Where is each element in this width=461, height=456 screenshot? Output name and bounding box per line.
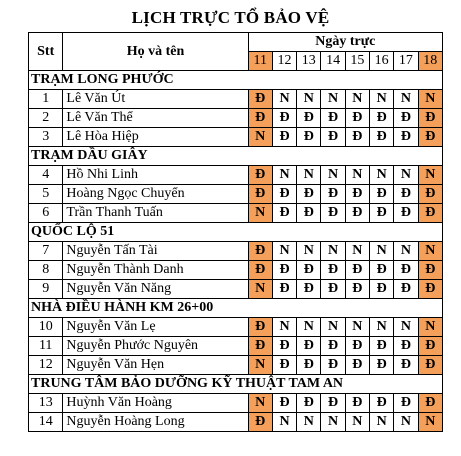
roster-body [29,71,443,432]
shift-cell: Đ [394,394,418,413]
group-row [29,299,443,318]
roster-table [28,32,443,432]
day-header: 13 [297,52,321,71]
shift-cell: Đ [272,109,296,128]
shift-cell: Đ [418,337,442,356]
shift-cell: Đ [370,204,394,223]
shift-cell: Đ [370,356,394,375]
shift-cell: Đ [370,280,394,299]
row-name: Nguyễn Thành Danh [63,261,248,280]
shift-cell: Đ [321,280,345,299]
shift-cell: Đ [370,337,394,356]
shift-cell: Đ [321,185,345,204]
shift-cell: N [370,318,394,337]
row-name: Hồ Nhi Linh [63,166,248,185]
shift-cell: N [297,166,321,185]
day-header: 15 [345,52,369,71]
shift-cell: Đ [272,280,296,299]
row-stt: 11 [29,337,63,356]
row-stt: 2 [29,109,63,128]
shift-cell: N [297,242,321,261]
shift-cell: Đ [272,185,296,204]
row-stt: 3 [29,128,63,147]
shift-cell: N [370,166,394,185]
shift-cell: Đ [394,128,418,147]
shift-cell: N [248,204,272,223]
group-title: TRẠM DẦU GIÂY [29,147,443,166]
shift-cell: Đ [248,90,272,109]
shift-cell: Đ [272,337,296,356]
shift-cell: Đ [248,185,272,204]
shift-cell: N [248,356,272,375]
row-stt: 5 [29,185,63,204]
shift-cell: N [297,90,321,109]
shift-cell: Đ [321,261,345,280]
shift-cell: Đ [418,261,442,280]
shift-cell: Đ [345,109,369,128]
shift-cell: N [272,166,296,185]
shift-cell: Đ [345,128,369,147]
shift-cell: Đ [321,394,345,413]
group-title: TRUNG TÂM BẢO DƯỠNG KỸ THUẬT TAM AN [29,375,443,394]
shift-cell: Đ [272,204,296,223]
shift-cell: Đ [297,128,321,147]
shift-cell: Đ [345,337,369,356]
shift-cell: N [345,413,369,432]
day-header: 14 [321,52,345,71]
shift-cell: N [321,413,345,432]
table-row [29,166,443,185]
table-row [29,337,443,356]
shift-cell: N [394,413,418,432]
shift-cell: Đ [297,394,321,413]
shift-cell: Đ [418,185,442,204]
table-row [29,204,443,223]
shift-cell: N [370,413,394,432]
shift-cell: Đ [297,204,321,223]
shift-cell: N [297,318,321,337]
shift-cell: N [370,90,394,109]
shift-cell: N [345,242,369,261]
shift-cell: N [297,413,321,432]
shift-cell: N [394,318,418,337]
row-stt: 10 [29,318,63,337]
group-row [29,223,443,242]
shift-cell: Đ [272,356,296,375]
header-stt: Stt [29,33,63,71]
shift-cell: Đ [248,337,272,356]
table-row [29,90,443,109]
shift-cell: Đ [321,109,345,128]
shift-cell: N [321,242,345,261]
row-name: Trần Thanh Tuấn [63,204,248,223]
shift-cell: Đ [321,356,345,375]
shift-cell: Đ [248,413,272,432]
shift-cell: Đ [248,261,272,280]
shift-cell: N [248,128,272,147]
group-title: QUỐC LỘ 51 [29,223,443,242]
shift-cell: Đ [272,261,296,280]
row-stt: 9 [29,280,63,299]
shift-cell: Đ [297,109,321,128]
shift-cell: N [321,90,345,109]
shift-cell: N [394,242,418,261]
row-stt: 13 [29,394,63,413]
row-name: Lê Văn Út [63,90,248,109]
shift-cell: Đ [418,394,442,413]
table-row [29,242,443,261]
shift-cell: Đ [418,280,442,299]
shift-cell: Đ [345,204,369,223]
shift-cell: Đ [321,337,345,356]
table-row [29,394,443,413]
shift-cell: N [248,280,272,299]
shift-cell: N [394,166,418,185]
shift-cell: Đ [321,204,345,223]
shift-cell: Đ [394,109,418,128]
shift-cell: N [272,242,296,261]
table-row [29,356,443,375]
row-name: Hoàng Ngọc Chuyển [63,185,248,204]
shift-cell: Đ [297,356,321,375]
shift-cell: N [418,90,442,109]
table-row [29,413,443,432]
shift-cell: Đ [345,394,369,413]
shift-cell: Đ [248,166,272,185]
shift-cell: Đ [418,128,442,147]
header-name: Họ và tên [63,33,248,71]
shift-cell: N [418,242,442,261]
row-name: Lê Văn Thể [63,109,248,128]
group-row [29,147,443,166]
shift-cell: N [394,90,418,109]
shift-cell: Đ [297,185,321,204]
shift-cell: N [418,318,442,337]
shift-cell: Đ [272,394,296,413]
shift-cell: Đ [370,394,394,413]
shift-cell: N [370,242,394,261]
shift-cell: Đ [345,185,369,204]
shift-cell: Đ [370,261,394,280]
shift-cell: N [418,413,442,432]
row-stt: 14 [29,413,63,432]
table-row [29,261,443,280]
shift-cell: Đ [297,280,321,299]
shift-cell: Đ [297,261,321,280]
shift-cell: Đ [370,109,394,128]
shift-cell: Đ [248,318,272,337]
day-header: 17 [394,52,418,71]
row-name: Nguyễn Văn Năng [63,280,248,299]
row-stt: 7 [29,242,63,261]
shift-cell: Đ [394,337,418,356]
day-header: 11 [248,52,272,71]
shift-cell: N [321,166,345,185]
shift-cell: N [345,318,369,337]
shift-cell: N [321,318,345,337]
table-row [29,109,443,128]
shift-cell: N [272,318,296,337]
shift-cell: N [345,166,369,185]
shift-cell: Đ [394,185,418,204]
shift-cell: Đ [418,356,442,375]
shift-cell: Đ [418,204,442,223]
shift-cell: Đ [394,280,418,299]
group-row [29,375,443,394]
table-row [29,185,443,204]
shift-cell: Đ [418,109,442,128]
shift-cell: Đ [248,109,272,128]
shift-cell: Đ [370,185,394,204]
shift-cell: N [345,90,369,109]
shift-cell: Đ [394,261,418,280]
shift-cell: Đ [345,261,369,280]
row-name: Nguyễn Văn Lẹ [63,318,248,337]
shift-cell: Đ [272,128,296,147]
page-title: LỊCH TRỰC TỔ BẢO VỆ [131,8,330,27]
group-title: TRẠM LONG PHƯỚC [29,71,443,90]
shift-cell: N [272,90,296,109]
shift-cell: Đ [370,128,394,147]
day-header: 16 [370,52,394,71]
header-days-group: Ngày trực [248,33,442,52]
shift-cell: Đ [345,356,369,375]
row-stt: 4 [29,166,63,185]
shift-cell: N [248,394,272,413]
day-header: 12 [272,52,296,71]
row-stt: 12 [29,356,63,375]
shift-cell: N [418,166,442,185]
row-stt: 1 [29,90,63,109]
table-row [29,280,443,299]
group-row [29,71,443,90]
row-name: Huỳnh Văn Hoàng [63,394,248,413]
day-header: 18 [418,52,442,71]
table-row [29,128,443,147]
row-name: Lê Hòa Hiệp [63,128,248,147]
row-stt: 8 [29,261,63,280]
row-name: Nguyễn Tấn Tài [63,242,248,261]
row-stt: 6 [29,204,63,223]
shift-cell: Đ [394,204,418,223]
shift-cell: Đ [321,128,345,147]
row-name: Nguyễn Hoàng Long [63,413,248,432]
shift-cell: Đ [297,337,321,356]
shift-cell: Đ [345,280,369,299]
row-name: Nguyễn Văn Hẹn [63,356,248,375]
group-title: NHÀ ĐIỀU HÀNH KM 26+00 [29,299,443,318]
shift-cell: Đ [248,242,272,261]
table-row [29,318,443,337]
shift-cell: N [272,413,296,432]
row-name: Nguyễn Phước Nguyên [63,337,248,356]
shift-cell: Đ [394,356,418,375]
